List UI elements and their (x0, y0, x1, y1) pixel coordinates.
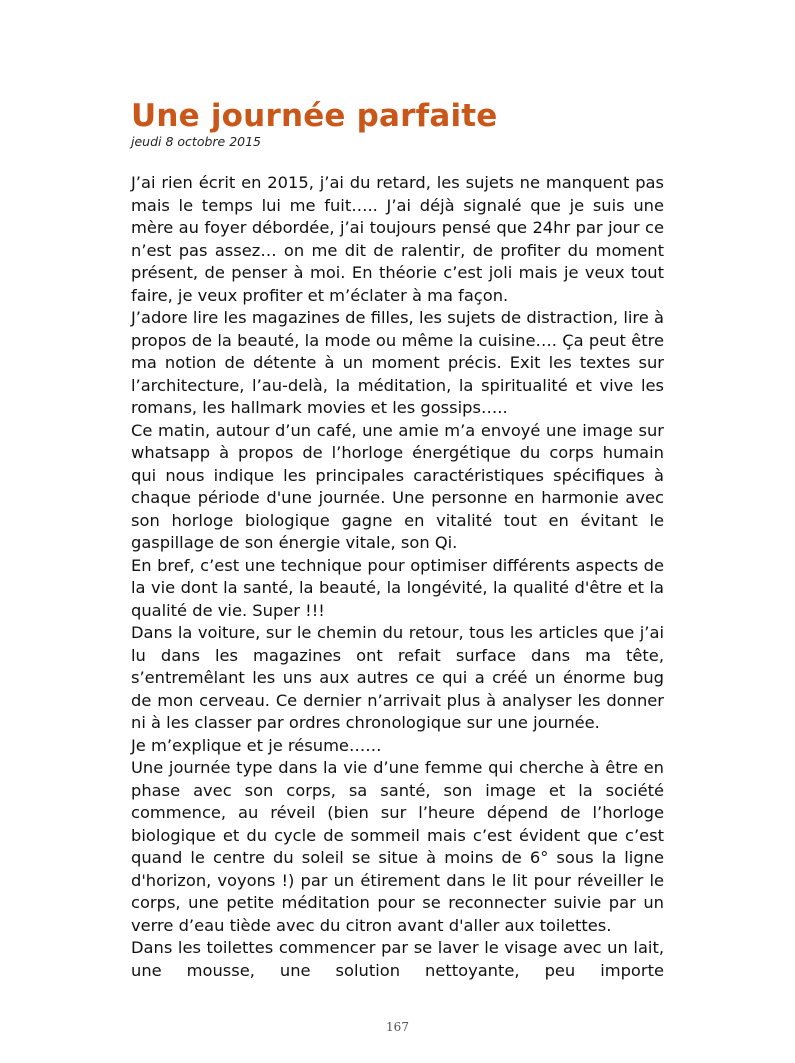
paragraph: Ce matin, autour d’un café, une amie m’a envoyé une image sur whatsapp à propos de l’horloge énergétique du corps humain qui nous indique les principales caractéristiques spécifiques à chaque période d'une journée. Une personne en harmonie avec son horloge biologique gagne en vitalité tout en évitant le gaspillage de son énergie vitale, son Qi. (131, 420, 664, 552)
paragraph: Une journée type dans la vie d’une femme qui cherche à être en phase avec son corps, sa santé, son image et la société commence, au réveil (bien sur l’heure dépend de l’horloge biologique et du cycle de sommeil mais c’est évident que c’est quand le centre du soleil se situe à moins de 6° sous la ligne d'horizon, voyons !) par un étirement dans le lit pour réveiller le corps, une petite méditation pour se reconnecter suivie par un verre d’eau tiède avec du citron avant d'aller aux toilettes. (131, 758, 664, 935)
page-number: 167 (386, 1020, 409, 1034)
paragraph: Je m’explique et je résume…… (131, 735, 382, 755)
article-title: Une journée parfaite (131, 98, 498, 134)
paragraph: J’adore lire les magazines de filles, les sujets de distraction, lire à propos de la beauté, la mode ou même la cuisine…. Ça peut être ma notion de détente à un moment précis. Exit les textes sur l’architecture, l’au-delà, la méditation, la spiritualité et vive les romans, les hallmark movies et les gossips….. (131, 308, 664, 417)
paragraph: En bref, c’est une technique pour optimiser différents aspects de la vie dont la santé, la beauté, la longévité, la qualité d'être et la qualité de vie. Super !!! (131, 555, 664, 620)
paragraph: Dans la voiture, sur le chemin du retour, tous les articles que j’ai lu dans les magazines ont refait surface dans ma tête, s’entremêlant les uns aux autres ce qui a créé un énorme bug de mon cerveau. Ce dernier n’arrivait plus à analyser les donner ni à les classer par ordres chronologique sur une journée. (131, 623, 664, 732)
article-body (131, 172, 664, 982)
paragraph: Dans les toilettes commencer par se laver le visage avec un lait, une mousse, une solution nettoyante, peu importe (131, 938, 664, 980)
paragraph: J’ai rien écrit en 2015, j’ai du retard, les sujets ne manquent pas mais le temps lui me fuit….. J’ai déjà signalé que je suis une mère au foyer débordée, j’ai toujours pensé que 24hr par jour ce n’est pas assez… on me dit de ralentir, de profiter du moment présent, de penser à moi. En théorie c’est joli mais je veux tout faire, je veux profiter et m’éclater à ma façon. (131, 173, 664, 305)
article-date: jeudi 8 octobre 2015 (131, 134, 262, 149)
